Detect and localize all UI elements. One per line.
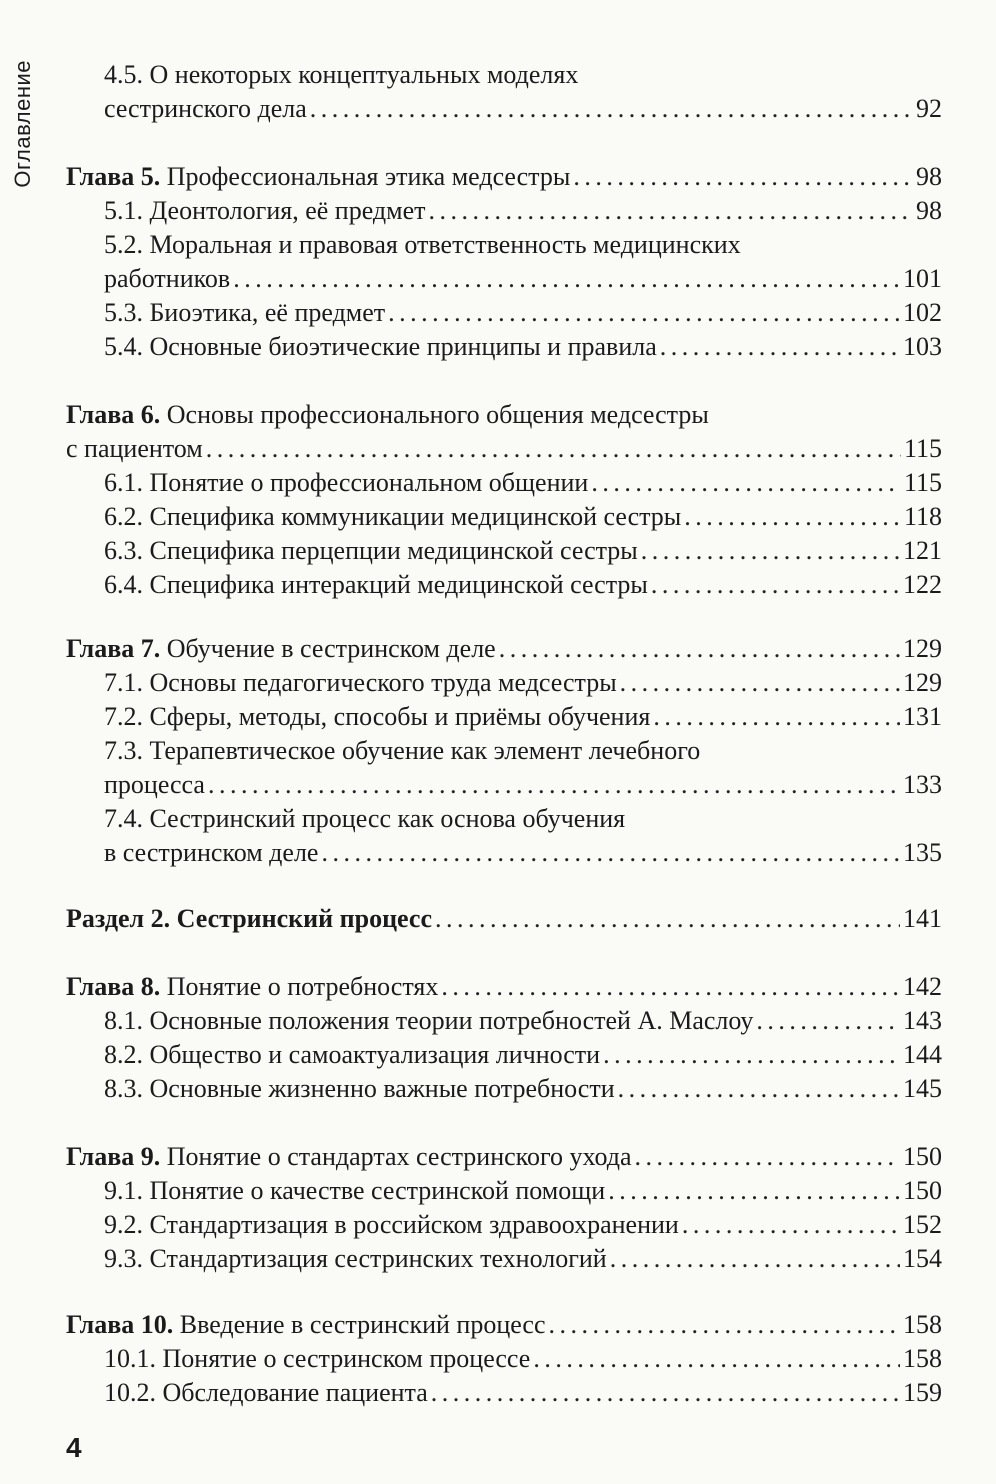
toc-page-number: 131 xyxy=(903,702,942,731)
toc-leader-dots xyxy=(549,1308,900,1342)
page-number: 4 xyxy=(66,1432,82,1463)
toc-page-number: 121 xyxy=(903,536,942,565)
running-head: Оглавление xyxy=(10,60,35,188)
toc-line[interactable] xyxy=(104,1376,942,1410)
toc-line[interactable] xyxy=(104,768,942,802)
toc-entry-text: работников xyxy=(104,264,231,293)
toc-entry-text: 5.1. Деонтология, её предмет xyxy=(104,196,426,225)
toc-entry-text: 8.1. Основные положения теории потребностей А. Маслоу xyxy=(104,1006,754,1035)
toc-leader-dots xyxy=(441,970,900,1004)
toc-page-number: 141 xyxy=(903,904,942,933)
toc-entry-text: 10.2. Обследование пациента xyxy=(104,1378,428,1407)
toc-page-number: 150 xyxy=(903,1142,942,1171)
toc-leader-dots xyxy=(603,1038,900,1072)
toc-page-number: 154 xyxy=(903,1244,942,1273)
toc-line[interactable] xyxy=(104,58,942,92)
toc-line[interactable] xyxy=(104,568,942,602)
toc-line[interactable] xyxy=(104,228,942,262)
toc-line[interactable] xyxy=(66,970,942,1004)
toc-page-number: 122 xyxy=(903,570,942,599)
toc-leader-dots xyxy=(208,768,900,802)
toc-line[interactable] xyxy=(104,500,942,534)
toc-line[interactable] xyxy=(104,466,942,500)
toc-leader-dots xyxy=(756,1004,900,1038)
toc-entry-text: 6.3. Специфика перцепции медицинской сестры xyxy=(104,536,638,565)
toc-entry-text: 7.3. Терапевтическое обучение как элемент лечебного xyxy=(104,736,701,765)
toc-leader-dots xyxy=(428,194,913,228)
toc-line[interactable] xyxy=(104,262,942,296)
toc-page-number: 133 xyxy=(903,770,942,799)
toc-page-number: 118 xyxy=(903,502,942,531)
toc-page-number: 135 xyxy=(903,838,942,867)
toc-entry-text: 7.4. Сестринский процесс как основа обучения xyxy=(104,804,626,833)
toc-leader-dots xyxy=(431,1376,900,1410)
toc-line[interactable] xyxy=(104,666,942,700)
toc-page-number: 142 xyxy=(903,972,942,1001)
toc-line[interactable] xyxy=(104,802,942,836)
toc-line[interactable] xyxy=(66,902,942,936)
toc-page-number: 152 xyxy=(903,1210,942,1239)
toc-line[interactable] xyxy=(66,1140,942,1174)
toc-leader-dots xyxy=(653,700,900,734)
toc-leader-dots xyxy=(206,432,901,466)
toc-leader-dots xyxy=(310,92,913,126)
toc-page-number: 98 xyxy=(916,196,942,225)
toc-entry-text: процесса xyxy=(104,770,205,799)
toc-line[interactable] xyxy=(104,734,942,768)
toc-leader-dots xyxy=(684,500,901,534)
toc-entry-text: 5.3. Биоэтика, её предмет xyxy=(104,298,386,327)
toc-entry-text: сестринского дела xyxy=(104,94,307,123)
toc-leader-dots xyxy=(651,568,900,602)
toc-line[interactable] xyxy=(66,160,942,194)
toc-page-number: 129 xyxy=(903,668,942,697)
toc-leader-dots xyxy=(608,1174,900,1208)
toc-leader-dots xyxy=(641,534,900,568)
toc-chapter-label: Глава 6. xyxy=(66,400,161,429)
toc-entry-text: 10.1. Понятие о сестринском процессе xyxy=(104,1344,531,1373)
toc-line[interactable] xyxy=(104,296,942,330)
toc-entry-text: Профессиональная этика медсестры xyxy=(160,162,571,191)
toc-leader-dots xyxy=(499,632,900,666)
toc-leader-dots xyxy=(435,902,900,936)
toc-entry-text: 7.2. Сферы, методы, способы и приёмы обучения xyxy=(104,702,651,731)
toc-leader-dots xyxy=(610,1242,900,1276)
toc-entry-text: Основы профессионального общения медсестры xyxy=(160,400,709,429)
toc-page-number: 115 xyxy=(903,468,942,497)
toc-section-title: Раздел 2. Сестринский процесс xyxy=(66,904,432,933)
toc-entry-text: 6.4. Специфика интеракций медицинской сестры xyxy=(104,570,648,599)
toc-entry-text: 6.2. Специфика коммуникации медицинской сестры xyxy=(104,502,682,531)
toc-page-number: 92 xyxy=(916,94,942,123)
toc-line[interactable] xyxy=(104,700,942,734)
toc-line[interactable] xyxy=(104,534,942,568)
toc-leader-dots xyxy=(533,1342,900,1376)
toc-chapter-label: Глава 10. xyxy=(66,1310,174,1339)
toc-entry-text: 5.4. Основные биоэтические принципы и правила xyxy=(104,332,657,361)
toc-leader-dots xyxy=(635,1140,900,1174)
toc-leader-dots xyxy=(233,262,900,296)
toc-line[interactable] xyxy=(104,1174,942,1208)
toc-chapter-label: Глава 8. xyxy=(66,972,161,1001)
toc-entry-text: Понятие о потребностях xyxy=(160,972,439,1001)
toc-entry-text: 7.1. Основы педагогического труда медсестры xyxy=(104,668,617,697)
toc-entry-text: Обучение в сестринском деле xyxy=(160,634,496,663)
toc-leader-dots xyxy=(321,836,900,870)
toc-page-number: 150 xyxy=(903,1176,942,1205)
toc-entry-text: 9.3. Стандартизация сестринских технологий xyxy=(104,1244,607,1273)
toc-entry-text: с пациентом xyxy=(66,434,203,463)
toc-chapter-label: Глава 5. xyxy=(66,162,161,191)
toc-line[interactable] xyxy=(104,1072,942,1106)
toc-leader-dots xyxy=(682,1208,900,1242)
toc-line[interactable] xyxy=(66,398,942,432)
toc-leader-dots xyxy=(573,160,913,194)
toc-line[interactable] xyxy=(104,1038,942,1072)
toc-entry-text: Введение в сестринский процесс xyxy=(173,1310,546,1339)
toc-line[interactable] xyxy=(104,1004,942,1038)
toc-page-number: 159 xyxy=(903,1378,942,1407)
toc-leader-dots xyxy=(618,1072,900,1106)
toc-line[interactable] xyxy=(104,92,942,126)
toc-leader-dots xyxy=(388,296,900,330)
toc-entry-text: 9.2. Стандартизация в российском здравоохранении xyxy=(104,1210,679,1239)
toc-page-number: 145 xyxy=(903,1074,942,1103)
toc-entry-text: 8.3. Основные жизненно важные потребности xyxy=(104,1074,615,1103)
toc-page-number: 143 xyxy=(903,1006,942,1035)
toc-leader-dots xyxy=(591,466,901,500)
toc-entry-text: 5.2. Моральная и правовая ответственность медицинских xyxy=(104,230,741,259)
toc-chapter-label: Глава 9. xyxy=(66,1142,161,1171)
toc-line[interactable] xyxy=(104,1342,942,1376)
toc-page-number: 158 xyxy=(903,1344,942,1373)
toc-page-number: 102 xyxy=(903,298,942,327)
toc-line[interactable] xyxy=(104,836,942,870)
toc-leader-dots xyxy=(660,330,900,364)
toc-line[interactable] xyxy=(104,330,942,364)
toc-line[interactable] xyxy=(66,632,942,666)
toc-line[interactable] xyxy=(104,1242,942,1276)
toc-entry-text: 9.1. Понятие о качестве сестринской помощи xyxy=(104,1176,606,1205)
toc-page-number: 129 xyxy=(903,634,942,663)
toc-line[interactable] xyxy=(104,1208,942,1242)
toc-page-number: 144 xyxy=(903,1040,942,1069)
toc-entry-text: Понятие о стандартах сестринского ухода xyxy=(160,1142,632,1171)
toc-entry-text: 6.1. Понятие о профессиональном общении xyxy=(104,468,589,497)
toc-entry-text: 4.5. О некоторых концептуальных моделях xyxy=(104,60,579,89)
toc-chapter-label: Глава 7. xyxy=(66,634,161,663)
toc-leader-dots xyxy=(620,666,900,700)
toc-page-number: 98 xyxy=(916,162,942,191)
toc-line[interactable] xyxy=(66,1308,942,1342)
toc-page-number: 101 xyxy=(903,264,942,293)
toc-page-number: 115 xyxy=(903,434,942,463)
toc-page-number: 103 xyxy=(903,332,942,361)
toc-entry-text: в сестринском деле xyxy=(104,838,319,867)
toc-entry-text: 8.2. Общество и самоактуализация личности xyxy=(104,1040,601,1069)
toc-page-number: 158 xyxy=(903,1310,942,1339)
toc-line[interactable] xyxy=(66,432,942,466)
toc-line[interactable] xyxy=(104,194,942,228)
